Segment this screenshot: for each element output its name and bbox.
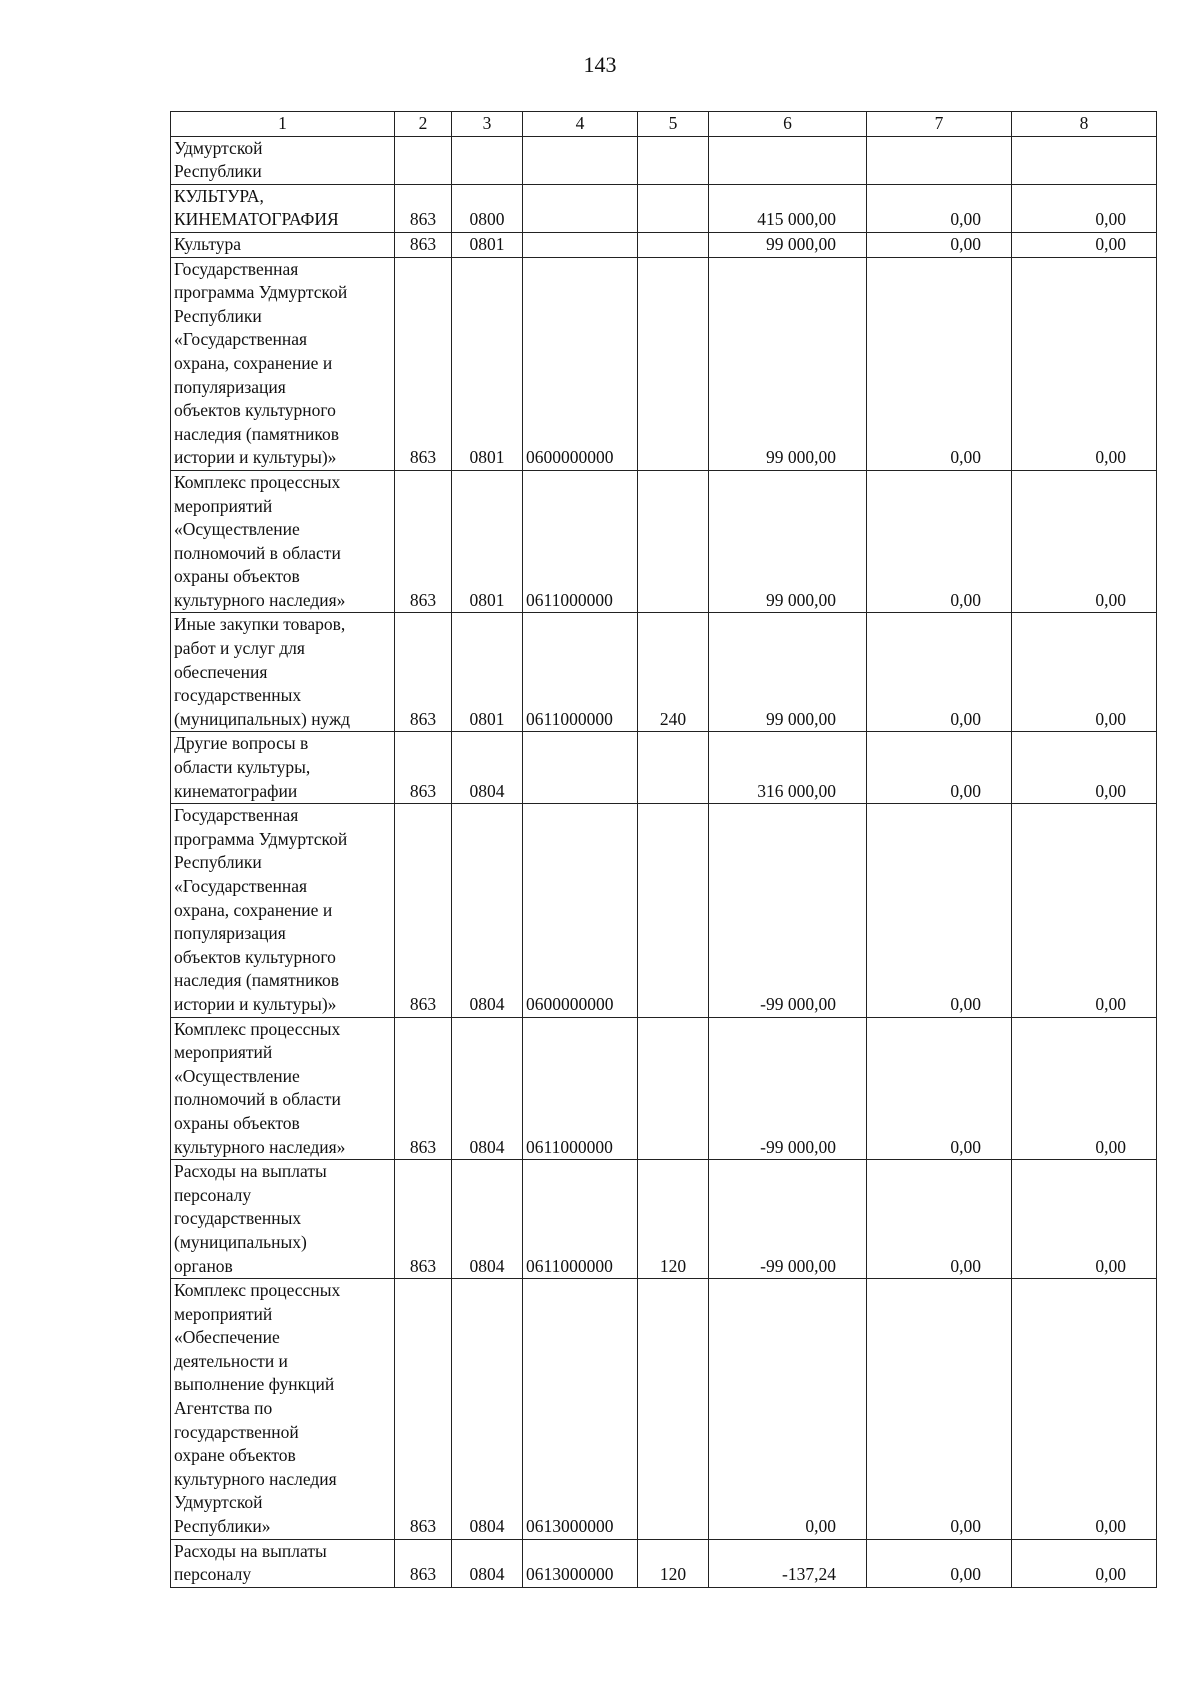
column-header: 8 [1012, 112, 1157, 137]
admin-code-cell: 863 [395, 1160, 452, 1279]
row-name-cell [171, 1279, 395, 1540]
row-name-line: Удмуртской [174, 1492, 263, 1513]
row-name-line: охране объектов [174, 1445, 296, 1466]
table-row [171, 184, 1157, 232]
column-header: 6 [709, 112, 867, 137]
admin-code-cell: 863 [395, 232, 452, 257]
amount-year3-cell: 0,00 [1012, 613, 1157, 732]
admin-code-cell: 863 [395, 1539, 452, 1587]
row-name-line: органов [174, 1255, 233, 1276]
amount-cell: 0,00 [709, 1279, 867, 1540]
admin-code-cell: 863 [395, 257, 452, 470]
admin-code-cell: 863 [395, 1017, 452, 1160]
column-header: 7 [867, 112, 1012, 137]
amount-cell: -99 000,00 [709, 1160, 867, 1279]
row-name-line: Комплекс процессных [174, 1018, 341, 1039]
admin-code-cell: 863 [395, 184, 452, 232]
row-name-line: полномочий в области [174, 542, 341, 563]
row-name-line: «Осуществление [174, 1065, 300, 1086]
row-name-line: (муниципальных) [174, 1231, 307, 1252]
row-name-line: Комплекс процессных [174, 471, 341, 492]
amount-year2-cell: 0,00 [867, 257, 1012, 470]
section-code-cell: 0801 [452, 470, 523, 613]
amount-year2-cell: 0,00 [867, 470, 1012, 613]
section-code-cell: 0801 [452, 613, 523, 732]
amount-year2-cell: 0,00 [867, 184, 1012, 232]
expense-type-cell [638, 732, 709, 804]
table-row [171, 136, 1157, 184]
target-article-cell: 0600000000 [523, 804, 638, 1017]
target-article-cell [523, 732, 638, 804]
amount-year2-cell: 0,00 [867, 1160, 1012, 1279]
row-name-line: Иные закупки товаров, [174, 614, 346, 635]
row-name-line: охрана, сохранение и [174, 352, 333, 373]
amount-year3-cell: 0,00 [1012, 1017, 1157, 1160]
amount-cell: -137,24 [709, 1539, 867, 1587]
row-name-line: истории и культуры)» [174, 447, 337, 468]
row-name-line: Республики [174, 852, 262, 873]
amount-cell: -99 000,00 [709, 1017, 867, 1160]
column-header: 4 [523, 112, 638, 137]
target-article-cell: 0600000000 [523, 257, 638, 470]
column-header: 5 [638, 112, 709, 137]
target-article-cell: 0613000000 [523, 1539, 638, 1587]
row-name-line: области культуры, [174, 757, 311, 778]
row-name-line: охраны объектов [174, 1112, 300, 1133]
section-code-cell: 0801 [452, 232, 523, 257]
row-name-line: объектов культурного [174, 946, 336, 967]
row-name-line: «Осуществление [174, 519, 300, 540]
section-code-cell: 0804 [452, 1160, 523, 1279]
row-name-line: КУЛЬТУРА, [174, 185, 264, 206]
row-name-cell [171, 136, 395, 184]
table-row [171, 1279, 1157, 1540]
row-name-line: культурного наследия» [174, 589, 346, 610]
amount-year3-cell: 0,00 [1012, 470, 1157, 613]
amount-year3-cell [1012, 136, 1157, 184]
admin-code-cell: 863 [395, 732, 452, 804]
amount-cell [709, 136, 867, 184]
row-name-line: выполнение функций [174, 1374, 335, 1395]
amount-year2-cell: 0,00 [867, 232, 1012, 257]
row-name-line: Расходы на выплаты [174, 1161, 327, 1182]
row-name-line: Государственная [174, 805, 299, 826]
table-row [171, 804, 1157, 1017]
row-name-line: истории и культуры)» [174, 993, 337, 1014]
amount-cell: 99 000,00 [709, 232, 867, 257]
amount-year3-cell: 0,00 [1012, 804, 1157, 1017]
expense-type-cell [638, 232, 709, 257]
section-code-cell: 0804 [452, 1017, 523, 1160]
row-name-line: Республики [174, 161, 262, 182]
row-name-line: программа Удмуртской [174, 282, 348, 303]
amount-cell: 316 000,00 [709, 732, 867, 804]
row-name-line: «Обеспечение [174, 1327, 280, 1348]
row-name-cell [171, 1160, 395, 1279]
target-article-cell: 0611000000 [523, 470, 638, 613]
row-name-line: (муниципальных) нужд [174, 708, 351, 729]
row-name-line: КИНЕМАТОГРАФИЯ [174, 209, 339, 230]
row-name-line: популяризация [174, 923, 286, 944]
column-header: 3 [452, 112, 523, 137]
row-name-line: государственных [174, 685, 302, 706]
row-name-cell [171, 732, 395, 804]
table-row [171, 257, 1157, 470]
row-name-cell [171, 232, 395, 257]
amount-year3-cell: 0,00 [1012, 732, 1157, 804]
expense-type-cell [638, 470, 709, 613]
row-name-line: «Государственная [174, 329, 308, 350]
amount-year3-cell: 0,00 [1012, 232, 1157, 257]
section-code-cell: 0804 [452, 1279, 523, 1540]
row-name-line: культурного наследия [174, 1468, 337, 1489]
amount-year3-cell: 0,00 [1012, 1160, 1157, 1279]
amount-year2-cell: 0,00 [867, 613, 1012, 732]
section-code-cell: 0804 [452, 732, 523, 804]
expense-type-cell [638, 136, 709, 184]
row-name-cell [171, 470, 395, 613]
target-article-cell: 0613000000 [523, 1279, 638, 1540]
admin-code-cell: 863 [395, 804, 452, 1017]
row-name-line: Республики [174, 305, 262, 326]
row-name-line: Государственная [174, 258, 299, 279]
table-row [171, 1539, 1157, 1587]
row-name-line: Удмуртской [174, 137, 263, 158]
target-article-cell: 0611000000 [523, 1160, 638, 1279]
column-number-row [171, 112, 1157, 137]
amount-year2-cell [867, 136, 1012, 184]
admin-code-cell: 863 [395, 1279, 452, 1540]
row-name-line: мероприятий [174, 495, 273, 516]
row-name-line: популяризация [174, 376, 286, 397]
admin-code-cell [395, 136, 452, 184]
row-name-line: Расходы на выплаты [174, 1540, 327, 1561]
row-name-cell [171, 184, 395, 232]
row-name-cell [171, 1539, 395, 1587]
row-name-line: деятельности и [174, 1350, 288, 1371]
section-code-cell: 0804 [452, 804, 523, 1017]
row-name-line: государственных [174, 1208, 302, 1229]
section-code-cell: 0804 [452, 1539, 523, 1587]
row-name-line: кинематографии [174, 780, 298, 801]
column-header: 1 [171, 112, 395, 137]
amount-cell: 99 000,00 [709, 613, 867, 732]
expense-type-cell [638, 1017, 709, 1160]
row-name-line: Комплекс процессных [174, 1280, 341, 1301]
amount-year2-cell: 0,00 [867, 804, 1012, 1017]
expense-type-cell [638, 804, 709, 1017]
table-row [171, 1017, 1157, 1160]
target-article-cell [523, 232, 638, 257]
admin-code-cell: 863 [395, 470, 452, 613]
amount-year2-cell: 0,00 [867, 1017, 1012, 1160]
row-name-line: обеспечения [174, 661, 268, 682]
row-name-line: персоналу [174, 1184, 252, 1205]
row-name-line: наследия (памятников [174, 970, 339, 991]
row-name-line: Культура [174, 233, 242, 254]
amount-year2-cell: 0,00 [867, 1539, 1012, 1587]
row-name-cell [171, 257, 395, 470]
row-name-line: охрана, сохранение и [174, 899, 333, 920]
row-name-line: охраны объектов [174, 566, 300, 587]
expense-type-cell: 240 [638, 613, 709, 732]
row-name-line: работ и услуг для [174, 638, 305, 659]
amount-cell: 415 000,00 [709, 184, 867, 232]
row-name-line: Республики» [174, 1516, 271, 1537]
row-name-line: Агентства по [174, 1398, 273, 1419]
amount-cell: 99 000,00 [709, 257, 867, 470]
target-article-cell: 0611000000 [523, 1017, 638, 1160]
row-name-line: культурного наследия» [174, 1136, 346, 1157]
target-article-cell [523, 184, 638, 232]
table-row [171, 732, 1157, 804]
expense-type-cell [638, 184, 709, 232]
row-name-cell [171, 804, 395, 1017]
amount-cell: -99 000,00 [709, 804, 867, 1017]
amount-year2-cell: 0,00 [867, 732, 1012, 804]
amount-year3-cell: 0,00 [1012, 184, 1157, 232]
expense-type-cell: 120 [638, 1539, 709, 1587]
amount-year2-cell: 0,00 [867, 1279, 1012, 1540]
row-name-cell [171, 613, 395, 732]
target-article-cell: 0611000000 [523, 613, 638, 732]
target-article-cell [523, 136, 638, 184]
budget-table [170, 111, 1157, 1588]
amount-year3-cell: 0,00 [1012, 257, 1157, 470]
row-name-line: наследия (памятников [174, 423, 339, 444]
expense-type-cell [638, 1279, 709, 1540]
table-row [171, 1160, 1157, 1279]
row-name-line: персоналу [174, 1564, 252, 1585]
expense-type-cell: 120 [638, 1160, 709, 1279]
table-row [171, 470, 1157, 613]
row-name-line: программа Удмуртской [174, 828, 348, 849]
amount-cell: 99 000,00 [709, 470, 867, 613]
table-row [171, 232, 1157, 257]
admin-code-cell: 863 [395, 613, 452, 732]
table-body [171, 136, 1157, 1587]
expense-type-cell [638, 257, 709, 470]
row-name-line: полномочий в области [174, 1089, 341, 1110]
row-name-line: государственной [174, 1421, 299, 1442]
amount-year3-cell: 0,00 [1012, 1539, 1157, 1587]
row-name-line: «Государственная [174, 876, 308, 896]
table-row [171, 613, 1157, 732]
row-name-line: мероприятий [174, 1303, 273, 1324]
amount-year3-cell: 0,00 [1012, 1279, 1157, 1540]
page-number: 143 [583, 52, 617, 77]
section-code-cell: 0801 [452, 257, 523, 470]
row-name-line: объектов культурного [174, 400, 336, 421]
row-name-line: Другие вопросы в [174, 733, 309, 754]
column-header: 2 [395, 112, 452, 137]
section-code-cell: 0800 [452, 184, 523, 232]
row-name-cell [171, 1017, 395, 1160]
section-code-cell [452, 136, 523, 184]
row-name-line: мероприятий [174, 1042, 273, 1063]
